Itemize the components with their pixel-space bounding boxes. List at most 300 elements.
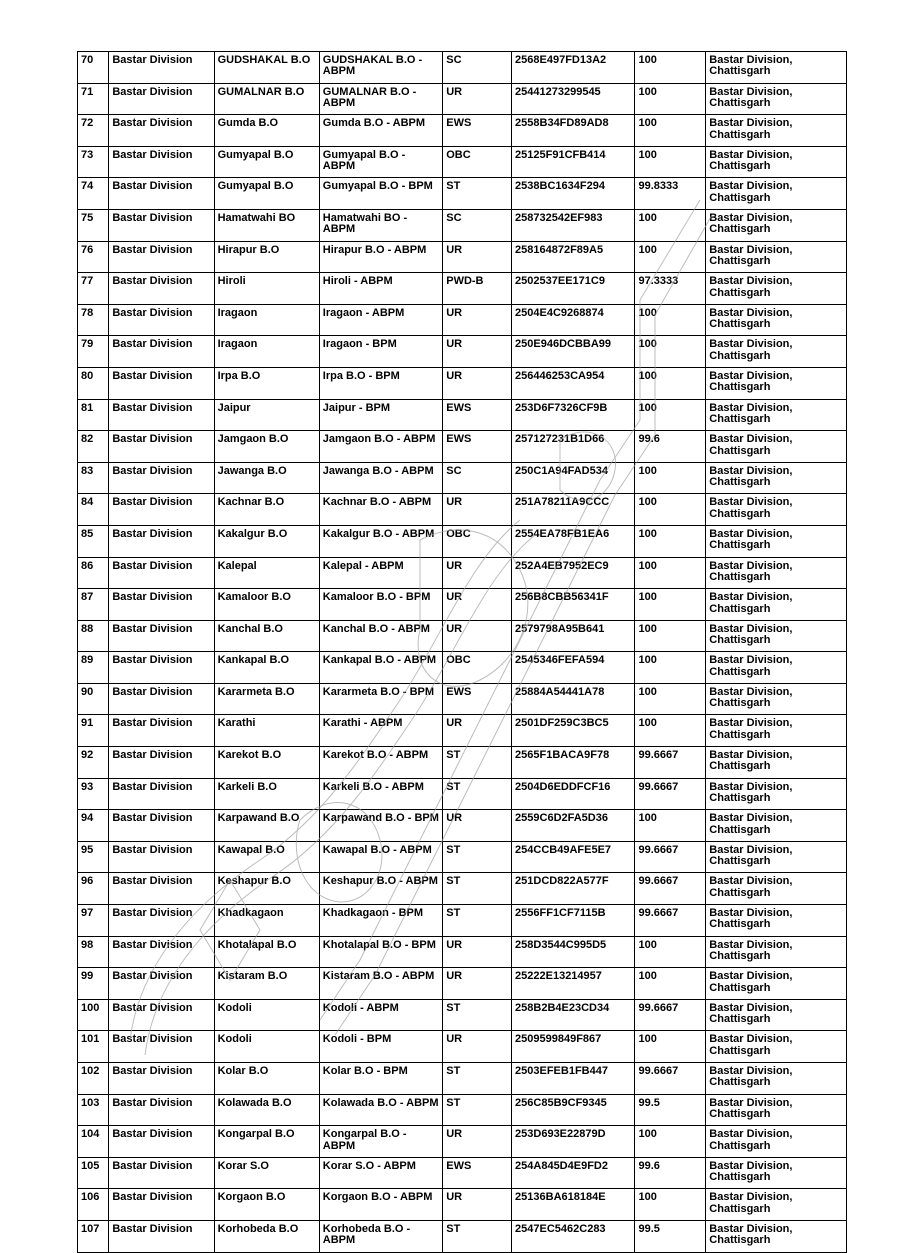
post-name-cell: GUMALNAR B.O - ABPM (319, 83, 442, 115)
registration-no-cell: 2579798A95B641 (512, 620, 635, 652)
sl-no-cell: 87 (78, 589, 109, 621)
table-row (78, 999, 847, 1031)
office-name-cell: Jamgaon B.O (214, 431, 319, 463)
registration-no-cell: 250C1A94FAD534 (512, 462, 635, 494)
percentage-cell: 100 (635, 52, 706, 84)
division-cell: Bastar Division (109, 968, 214, 1000)
percentage-cell: 100 (635, 620, 706, 652)
post-name-cell: Kodoli - BPM (319, 1031, 442, 1063)
percentage-cell: 99.6667 (635, 1063, 706, 1095)
circle-cell: Bastar Division, Chattisgarh (706, 620, 847, 652)
table-row (78, 620, 847, 652)
table-row (78, 652, 847, 684)
sl-no-cell: 92 (78, 747, 109, 779)
sl-no-cell: 83 (78, 462, 109, 494)
registration-no-cell: 2559C6D2FA5D36 (512, 810, 635, 842)
percentage-cell: 100 (635, 683, 706, 715)
table-row (78, 83, 847, 115)
office-name-cell: Gumyapal B.O (214, 146, 319, 178)
sl-no-cell: 85 (78, 525, 109, 557)
category-cell: OBC (443, 525, 512, 557)
office-name-cell: Karathi (214, 715, 319, 747)
post-name-cell: Iragaon - ABPM (319, 304, 442, 336)
category-cell: ST (443, 747, 512, 779)
category-cell: UR (443, 557, 512, 589)
registration-no-cell: 254CCB49AFE5E7 (512, 841, 635, 873)
sl-no-cell: 71 (78, 83, 109, 115)
sl-no-cell: 89 (78, 652, 109, 684)
division-cell: Bastar Division (109, 367, 214, 399)
sl-no-cell: 97 (78, 905, 109, 937)
table-row (78, 1189, 847, 1221)
circle-cell: Bastar Division, Chattisgarh (706, 999, 847, 1031)
post-name-cell: Karkeli B.O - ABPM (319, 778, 442, 810)
post-name-cell: Jaipur - BPM (319, 399, 442, 431)
circle-cell: Bastar Division, Chattisgarh (706, 52, 847, 84)
category-cell: SC (443, 209, 512, 241)
sl-no-cell: 78 (78, 304, 109, 336)
office-name-cell: Hamatwahi BO (214, 209, 319, 241)
registration-no-cell: 258732542EF983 (512, 209, 635, 241)
office-name-cell: Iragaon (214, 336, 319, 368)
category-cell: ST (443, 1220, 512, 1252)
registration-no-cell: 258B2B4E23CD34 (512, 999, 635, 1031)
office-name-cell: Jawanga B.O (214, 462, 319, 494)
circle-cell: Bastar Division, Chattisgarh (706, 1063, 847, 1095)
office-name-cell: Jaipur (214, 399, 319, 431)
category-cell: UR (443, 968, 512, 1000)
registration-no-cell: 25441273299545 (512, 83, 635, 115)
office-name-cell: Kistaram B.O (214, 968, 319, 1000)
table-row (78, 968, 847, 1000)
circle-cell: Bastar Division, Chattisgarh (706, 747, 847, 779)
registration-no-cell: 258D3544C995D5 (512, 936, 635, 968)
circle-cell: Bastar Division, Chattisgarh (706, 525, 847, 557)
table-row (78, 146, 847, 178)
circle-cell: Bastar Division, Chattisgarh (706, 178, 847, 210)
table-row (78, 52, 847, 84)
table-row (78, 557, 847, 589)
sl-no-cell: 105 (78, 1157, 109, 1189)
registration-no-cell: 251A78211A9CCC (512, 494, 635, 526)
office-name-cell: Khadkagaon (214, 905, 319, 937)
office-name-cell: Kawapal B.O (214, 841, 319, 873)
post-name-cell: Kongarpal B.O - ABPM (319, 1126, 442, 1158)
percentage-cell: 100 (635, 936, 706, 968)
division-cell: Bastar Division (109, 336, 214, 368)
category-cell: UR (443, 1189, 512, 1221)
category-cell: EWS (443, 115, 512, 147)
office-name-cell: Kankapal B.O (214, 652, 319, 684)
registration-no-cell: 2558B34FD89AD8 (512, 115, 635, 147)
division-cell: Bastar Division (109, 652, 214, 684)
office-name-cell: Karpawand B.O (214, 810, 319, 842)
table-row (78, 589, 847, 621)
circle-cell: Bastar Division, Chattisgarh (706, 209, 847, 241)
percentage-cell: 99.6 (635, 431, 706, 463)
circle-cell: Bastar Division, Chattisgarh (706, 115, 847, 147)
category-cell: UR (443, 241, 512, 273)
office-name-cell: GUMALNAR B.O (214, 83, 319, 115)
percentage-cell: 99.8333 (635, 178, 706, 210)
table-row (78, 1220, 847, 1252)
post-name-cell: Iragaon - BPM (319, 336, 442, 368)
circle-cell: Bastar Division, Chattisgarh (706, 557, 847, 589)
circle-cell: Bastar Division, Chattisgarh (706, 968, 847, 1000)
circle-cell: Bastar Division, Chattisgarh (706, 367, 847, 399)
division-cell: Bastar Division (109, 178, 214, 210)
division-cell: Bastar Division (109, 620, 214, 652)
sl-no-cell: 74 (78, 178, 109, 210)
registration-no-cell: 2503EFEB1FB447 (512, 1063, 635, 1095)
sl-no-cell: 90 (78, 683, 109, 715)
division-cell: Bastar Division (109, 589, 214, 621)
category-cell: UR (443, 589, 512, 621)
category-cell: ST (443, 905, 512, 937)
circle-cell: Bastar Division, Chattisgarh (706, 336, 847, 368)
post-name-cell: Gumyapal B.O - BPM (319, 178, 442, 210)
percentage-cell: 99.5 (635, 1220, 706, 1252)
division-cell: Bastar Division (109, 778, 214, 810)
sl-no-cell: 94 (78, 810, 109, 842)
office-name-cell: Kamaloor B.O (214, 589, 319, 621)
table-row (78, 905, 847, 937)
post-name-cell: Kolawada B.O - ABPM (319, 1094, 442, 1126)
division-cell: Bastar Division (109, 52, 214, 84)
category-cell: UR (443, 83, 512, 115)
post-name-cell: Gumyapal B.O - ABPM (319, 146, 442, 178)
table-row (78, 399, 847, 431)
division-cell: Bastar Division (109, 999, 214, 1031)
sl-no-cell: 80 (78, 367, 109, 399)
office-name-cell: Keshapur B.O (214, 873, 319, 905)
office-name-cell: GUDSHAKAL B.O (214, 52, 319, 84)
post-name-cell: Kankapal B.O - ABPM (319, 652, 442, 684)
category-cell: UR (443, 620, 512, 652)
post-name-cell: Hamatwahi BO - ABPM (319, 209, 442, 241)
sl-no-cell: 84 (78, 494, 109, 526)
percentage-cell: 99.6 (635, 1157, 706, 1189)
percentage-cell: 99.6667 (635, 873, 706, 905)
category-cell: UR (443, 1126, 512, 1158)
percentage-cell: 100 (635, 115, 706, 147)
circle-cell: Bastar Division, Chattisgarh (706, 241, 847, 273)
percentage-cell: 99.6667 (635, 778, 706, 810)
sl-no-cell: 81 (78, 399, 109, 431)
division-cell: Bastar Division (109, 273, 214, 305)
sl-no-cell: 72 (78, 115, 109, 147)
sl-no-cell: 91 (78, 715, 109, 747)
circle-cell: Bastar Division, Chattisgarh (706, 1220, 847, 1252)
division-cell: Bastar Division (109, 146, 214, 178)
post-name-cell: Karekot B.O - ABPM (319, 747, 442, 779)
category-cell: OBC (443, 146, 512, 178)
sl-no-cell: 75 (78, 209, 109, 241)
percentage-cell: 100 (635, 241, 706, 273)
office-name-cell: Kodoli (214, 1031, 319, 1063)
table-row (78, 494, 847, 526)
circle-cell: Bastar Division, Chattisgarh (706, 810, 847, 842)
division-cell: Bastar Division (109, 873, 214, 905)
office-name-cell: Kalepal (214, 557, 319, 589)
post-name-cell: Kararmeta B.O - BPM (319, 683, 442, 715)
sl-no-cell: 96 (78, 873, 109, 905)
office-name-cell: Karkeli B.O (214, 778, 319, 810)
registration-no-cell: 25125F91CFB414 (512, 146, 635, 178)
registration-no-cell: 2556FF1CF7115B (512, 905, 635, 937)
percentage-cell: 100 (635, 1031, 706, 1063)
division-cell: Bastar Division (109, 1031, 214, 1063)
registration-no-cell: 2538BC1634F294 (512, 178, 635, 210)
post-name-cell: Gumda B.O - ABPM (319, 115, 442, 147)
circle-cell: Bastar Division, Chattisgarh (706, 778, 847, 810)
percentage-cell: 100 (635, 367, 706, 399)
table-row (78, 367, 847, 399)
percentage-cell: 99.6667 (635, 999, 706, 1031)
post-name-cell: Keshapur B.O - ABPM (319, 873, 442, 905)
office-name-cell: Kachnar B.O (214, 494, 319, 526)
division-cell: Bastar Division (109, 399, 214, 431)
post-name-cell: Kodoli - ABPM (319, 999, 442, 1031)
division-cell: Bastar Division (109, 747, 214, 779)
office-name-cell: Kolawada B.O (214, 1094, 319, 1126)
post-name-cell: Kawapal B.O - ABPM (319, 841, 442, 873)
division-cell: Bastar Division (109, 1189, 214, 1221)
category-cell: SC (443, 52, 512, 84)
circle-cell: Bastar Division, Chattisgarh (706, 589, 847, 621)
post-name-cell: Karpawand B.O - BPM (319, 810, 442, 842)
table-row (78, 1031, 847, 1063)
sl-no-cell: 101 (78, 1031, 109, 1063)
circle-cell: Bastar Division, Chattisgarh (706, 146, 847, 178)
office-name-cell: Iragaon (214, 304, 319, 336)
office-name-cell: Kolar B.O (214, 1063, 319, 1095)
percentage-cell: 100 (635, 83, 706, 115)
sl-no-cell: 79 (78, 336, 109, 368)
percentage-cell: 100 (635, 968, 706, 1000)
registration-no-cell: 2568E497FD13A2 (512, 52, 635, 84)
table-row (78, 1063, 847, 1095)
percentage-cell: 99.6667 (635, 841, 706, 873)
division-cell: Bastar Division (109, 1126, 214, 1158)
table-row (78, 873, 847, 905)
percentage-cell: 100 (635, 1189, 706, 1221)
division-cell: Bastar Division (109, 494, 214, 526)
registration-no-cell: 258164872F89A5 (512, 241, 635, 273)
registration-no-cell: 251DCD822A577F (512, 873, 635, 905)
post-name-cell: Jamgaon B.O - ABPM (319, 431, 442, 463)
circle-cell: Bastar Division, Chattisgarh (706, 936, 847, 968)
division-cell: Bastar Division (109, 209, 214, 241)
post-name-cell: Kamaloor B.O - BPM (319, 589, 442, 621)
circle-cell: Bastar Division, Chattisgarh (706, 399, 847, 431)
table-row (78, 273, 847, 305)
division-cell: Bastar Division (109, 1220, 214, 1252)
table-row (78, 841, 847, 873)
table-row (78, 336, 847, 368)
table-row (78, 683, 847, 715)
table-row (78, 178, 847, 210)
office-name-cell: Khotalapal B.O (214, 936, 319, 968)
table-row (78, 115, 847, 147)
category-cell: ST (443, 999, 512, 1031)
circle-cell: Bastar Division, Chattisgarh (706, 431, 847, 463)
registration-no-cell: 25884A54441A78 (512, 683, 635, 715)
division-cell: Bastar Division (109, 83, 214, 115)
registration-no-cell: 2565F1BACA9F78 (512, 747, 635, 779)
division-cell: Bastar Division (109, 525, 214, 557)
category-cell: UR (443, 494, 512, 526)
percentage-cell: 100 (635, 589, 706, 621)
office-name-cell: Kararmeta B.O (214, 683, 319, 715)
table-row (78, 462, 847, 494)
circle-cell: Bastar Division, Chattisgarh (706, 304, 847, 336)
category-cell: ST (443, 1094, 512, 1126)
percentage-cell: 97.3333 (635, 273, 706, 305)
table-row (78, 525, 847, 557)
division-cell: Bastar Division (109, 936, 214, 968)
category-cell: EWS (443, 399, 512, 431)
percentage-cell: 100 (635, 399, 706, 431)
registration-no-cell: 256C85B9CF9345 (512, 1094, 635, 1126)
post-name-cell: Kakalgur B.O - ABPM (319, 525, 442, 557)
sl-no-cell: 88 (78, 620, 109, 652)
office-name-cell: Hirapur B.O (214, 241, 319, 273)
circle-cell: Bastar Division, Chattisgarh (706, 273, 847, 305)
registration-no-cell: 25222E13214957 (512, 968, 635, 1000)
division-cell: Bastar Division (109, 241, 214, 273)
sl-no-cell: 95 (78, 841, 109, 873)
registration-no-cell: 2554EA78FB1EA6 (512, 525, 635, 557)
category-cell: UR (443, 336, 512, 368)
table-row (78, 715, 847, 747)
sl-no-cell: 102 (78, 1063, 109, 1095)
circle-cell: Bastar Division, Chattisgarh (706, 1157, 847, 1189)
registration-no-cell: 253D693E22879D (512, 1126, 635, 1158)
office-name-cell: Korhobeda B.O (214, 1220, 319, 1252)
sl-no-cell: 93 (78, 778, 109, 810)
category-cell: OBC (443, 652, 512, 684)
table-row (78, 209, 847, 241)
percentage-cell: 100 (635, 1126, 706, 1158)
category-cell: SC (443, 462, 512, 494)
division-cell: Bastar Division (109, 1063, 214, 1095)
category-cell: UR (443, 715, 512, 747)
division-cell: Bastar Division (109, 1157, 214, 1189)
percentage-cell: 99.6667 (635, 905, 706, 937)
percentage-cell: 100 (635, 146, 706, 178)
office-name-cell: Kodoli (214, 999, 319, 1031)
post-name-cell: Kalepal - ABPM (319, 557, 442, 589)
circle-cell: Bastar Division, Chattisgarh (706, 841, 847, 873)
sl-no-cell: 100 (78, 999, 109, 1031)
office-name-cell: Karekot B.O (214, 747, 319, 779)
sl-no-cell: 73 (78, 146, 109, 178)
percentage-cell: 99.5 (635, 1094, 706, 1126)
post-name-cell: Irpa B.O - BPM (319, 367, 442, 399)
registration-no-cell: 257127231B1D66 (512, 431, 635, 463)
percentage-cell: 100 (635, 462, 706, 494)
category-cell: EWS (443, 1157, 512, 1189)
registration-no-cell: 256B8CBB56341F (512, 589, 635, 621)
registration-no-cell: 2504E4C9268874 (512, 304, 635, 336)
category-cell: UR (443, 810, 512, 842)
table-row (78, 431, 847, 463)
post-name-cell: Kolar B.O - BPM (319, 1063, 442, 1095)
circle-cell: Bastar Division, Chattisgarh (706, 462, 847, 494)
registration-no-cell: 2504D6EDDFCF16 (512, 778, 635, 810)
division-cell: Bastar Division (109, 557, 214, 589)
office-name-cell: Kakalgur B.O (214, 525, 319, 557)
post-name-cell: Korgaon B.O - ABPM (319, 1189, 442, 1221)
sl-no-cell: 82 (78, 431, 109, 463)
category-cell: UR (443, 936, 512, 968)
sl-no-cell: 99 (78, 968, 109, 1000)
circle-cell: Bastar Division, Chattisgarh (706, 905, 847, 937)
division-cell: Bastar Division (109, 431, 214, 463)
post-name-cell: Hiroli - ABPM (319, 273, 442, 305)
percentage-cell: 100 (635, 810, 706, 842)
table-row (78, 936, 847, 968)
circle-cell: Bastar Division, Chattisgarh (706, 1189, 847, 1221)
table-row (78, 1157, 847, 1189)
office-name-cell: Kongarpal B.O (214, 1126, 319, 1158)
division-cell: Bastar Division (109, 683, 214, 715)
percentage-cell: 100 (635, 525, 706, 557)
registration-no-cell: 2501DF259C3BC5 (512, 715, 635, 747)
post-name-cell: Khadkagaon - BPM (319, 905, 442, 937)
post-name-cell: Korhobeda B.O - ABPM (319, 1220, 442, 1252)
office-name-cell: Irpa B.O (214, 367, 319, 399)
office-name-cell: Korar S.O (214, 1157, 319, 1189)
office-name-cell: Gumyapal B.O (214, 178, 319, 210)
registration-no-cell: 2547EC5462C283 (512, 1220, 635, 1252)
category-cell: ST (443, 841, 512, 873)
registration-no-cell: 2502537EE171C9 (512, 273, 635, 305)
office-name-cell: Gumda B.O (214, 115, 319, 147)
sl-no-cell: 107 (78, 1220, 109, 1252)
category-cell: UR (443, 304, 512, 336)
table-row (78, 747, 847, 779)
percentage-cell: 99.6667 (635, 747, 706, 779)
circle-cell: Bastar Division, Chattisgarh (706, 873, 847, 905)
table-row (78, 1094, 847, 1126)
division-cell: Bastar Division (109, 115, 214, 147)
sl-no-cell: 106 (78, 1189, 109, 1221)
percentage-cell: 100 (635, 652, 706, 684)
percentage-cell: 100 (635, 304, 706, 336)
sl-no-cell: 103 (78, 1094, 109, 1126)
circle-cell: Bastar Division, Chattisgarh (706, 494, 847, 526)
sl-no-cell: 98 (78, 936, 109, 968)
sl-no-cell: 104 (78, 1126, 109, 1158)
percentage-cell: 100 (635, 715, 706, 747)
table-body (78, 52, 847, 1253)
registration-no-cell: 254A845D4E9FD2 (512, 1157, 635, 1189)
table-row (78, 1126, 847, 1158)
sl-no-cell: 76 (78, 241, 109, 273)
office-name-cell: Hiroli (214, 273, 319, 305)
percentage-cell: 100 (635, 557, 706, 589)
post-name-cell: Kistaram B.O - ABPM (319, 968, 442, 1000)
division-cell: Bastar Division (109, 905, 214, 937)
category-cell: PWD-B (443, 273, 512, 305)
category-cell: EWS (443, 683, 512, 715)
post-name-cell: Khotalapal B.O - BPM (319, 936, 442, 968)
category-cell: ST (443, 178, 512, 210)
registration-no-cell: 250E946DCBBA99 (512, 336, 635, 368)
results-table (77, 51, 847, 1253)
